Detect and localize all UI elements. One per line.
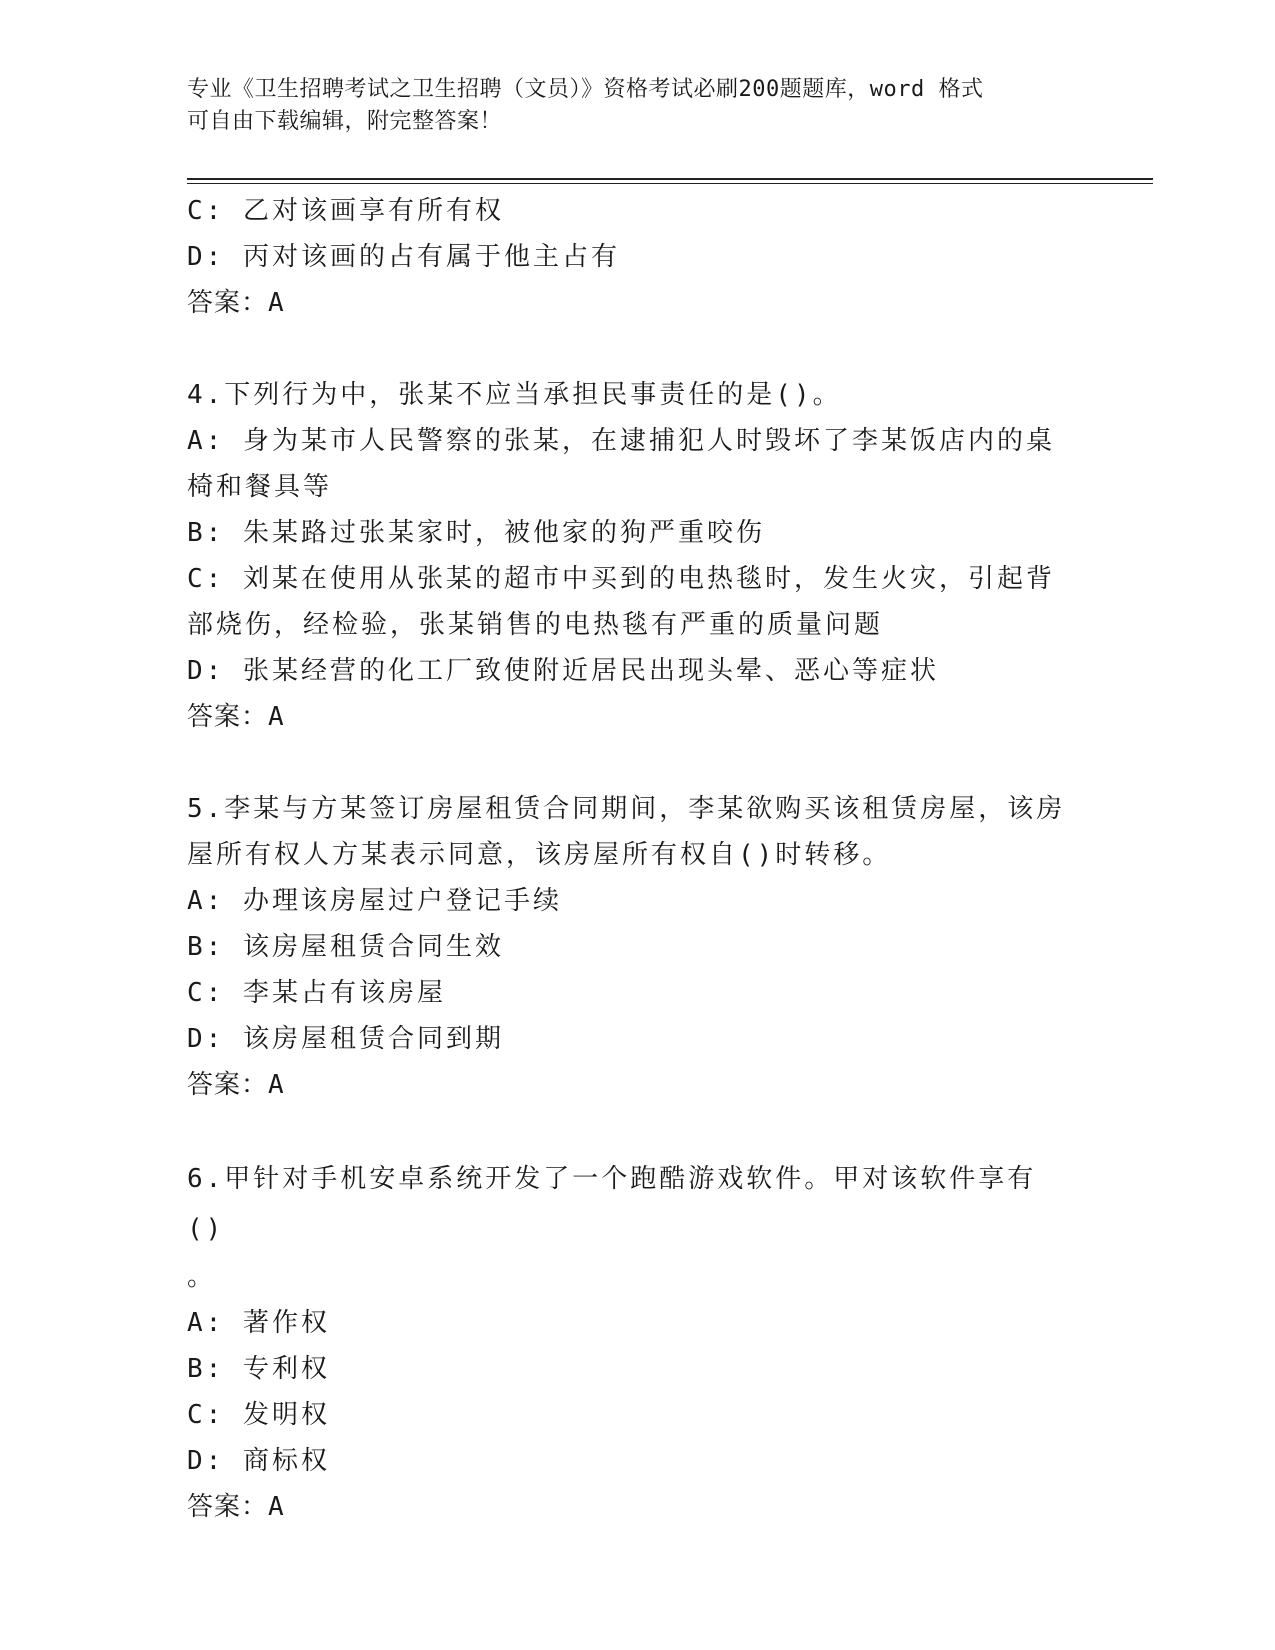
answer-line [187, 694, 1067, 740]
option-d: D: 丙对该画的占有属于他主占有 [187, 242, 620, 272]
question-stem: 4.下列行为中，张某不应当承担民事责任的是()。 [187, 380, 842, 410]
answer-value: A [268, 702, 285, 732]
header-line-2: 可自由下载编辑，附完整答案！ [187, 109, 503, 134]
option-c: C: 乙对该画享有所有权 [187, 196, 504, 226]
question-list [187, 188, 1067, 1530]
answer-label: 答案： [187, 288, 269, 318]
question-stem: 5.李某与方某签订房屋租赁合同期间，李某欲购买该租赁房屋，该房屋所有权人方某表示同意，该房屋所有权自()时转移。 [187, 794, 1066, 870]
answer-value: A [268, 1492, 285, 1522]
question-6 [187, 1154, 1067, 1530]
option-a: A: 著作权 [187, 1308, 330, 1338]
answer-value: A [268, 1070, 285, 1100]
option-c: C: 发明权 [187, 1400, 330, 1430]
answer-line [187, 1062, 1067, 1108]
option-c: C: 李某占有该房屋 [187, 978, 446, 1008]
question-stem: 6.甲针对手机安卓系统开发了一个跑酷游戏软件。甲对该软件享有() [187, 1164, 1037, 1244]
header-rule-thin [187, 183, 1153, 184]
option-d: D: 张某经营的化工厂致使附近居民出现头晕、恶心等症状 [187, 656, 939, 686]
option-b: B: 专利权 [187, 1354, 330, 1384]
option-b: B: 朱某路过张某家时，被他家的狗严重咬伤 [187, 518, 765, 548]
header-rule-thick [187, 178, 1153, 180]
spacer [187, 1108, 1067, 1154]
spacer [187, 326, 1067, 372]
answer-label: 答案： [187, 702, 269, 732]
document-header [187, 74, 1067, 138]
answer-line [187, 1484, 1067, 1530]
option-d: D: 商标权 [187, 1446, 330, 1476]
answer-line [187, 280, 1067, 326]
question-4 [187, 372, 1067, 740]
option-a: A: 办理该房屋过户登记手续 [187, 886, 562, 916]
option-c: C: 刘某在使用从张某的超市中买到的电热毯时，发生火灾，引起背部烧伤，经检验，张某销售的电热毯有严重的质量问题 [187, 564, 1055, 640]
answer-label: 答案： [187, 1492, 269, 1522]
header-line-1: 专业《卫生招聘考试之卫生招聘（文员）》资格考试必刷200题题库，word 格式 [187, 77, 984, 102]
question-3 [187, 188, 1067, 326]
option-a: A: 身为某市人民警察的张某，在逮捕犯人时毁坏了李某饭店内的桌椅和餐具等 [187, 426, 1055, 502]
option-d: D: 该房屋租赁合同到期 [187, 1024, 504, 1054]
answer-value: A [268, 288, 285, 318]
answer-label: 答案： [187, 1070, 269, 1100]
spacer [187, 740, 1067, 786]
question-5 [187, 786, 1067, 1108]
option-b: B: 该房屋租赁合同生效 [187, 932, 504, 962]
question-stem-tail: 。 [187, 1262, 217, 1292]
